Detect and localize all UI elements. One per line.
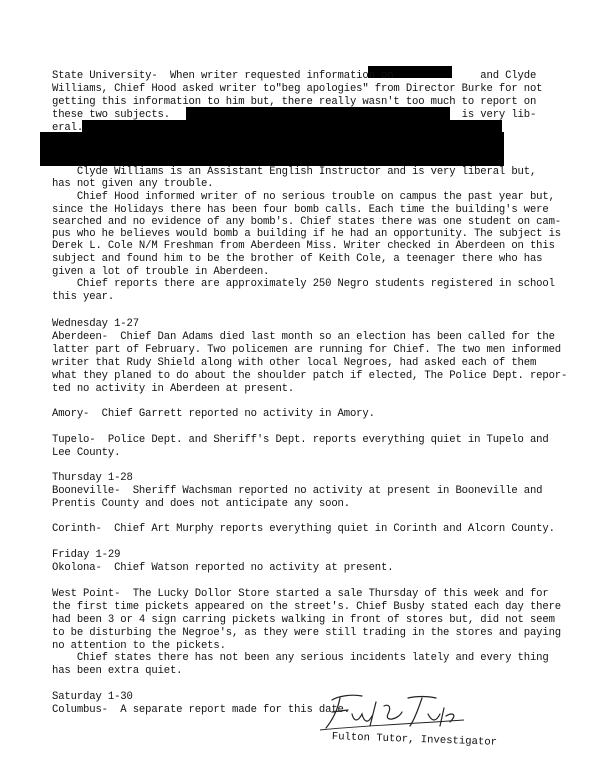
memo-line: Corinth- Chief Art Murphy reports everything quiet in Corinth and Alcorn County.: [52, 523, 555, 535]
memo-line: Wednesday 1-27: [52, 318, 139, 330]
memo-line: has been extra quiet.: [52, 665, 183, 677]
memo-line: West Point- The Lucky Dollor Store started a sale Thursday of this week and for: [52, 588, 549, 600]
memo-line: Chief reports there are approximately 250 Negro students registered in school: [52, 278, 555, 290]
memo-line: given a lot of trouble in Aberdeen.: [52, 266, 270, 278]
memo-line: subject and found him to be the brother of Keith Cole, a teenager there who has: [52, 253, 543, 265]
memo-line: had been 3 or 4 sign carring pickets walking in front of stores but, did not seem: [52, 614, 555, 626]
memo-line: Saturday 1-30: [52, 691, 133, 703]
memo-line: Tupelo- Police Dept. and Sheriff's Dept. reports everything quiet in Tupelo and: [52, 434, 549, 446]
memo-line: Lee County.: [52, 447, 121, 459]
memo-line: ted no activity in Aberdeen at present.: [52, 383, 295, 395]
memo-line: Amory- Chief Garrett reported no activity in Amory.: [52, 408, 375, 420]
memo-line: these two subjects. is very lib-: [52, 109, 537, 121]
memo-line: Thursday 1-28: [52, 472, 133, 484]
memo-line: Friday 1-29: [52, 549, 121, 561]
memo-line: pus who he believes would bomb a building if he had an opportunity. The subject is: [52, 228, 561, 240]
handwritten-signature: [318, 692, 468, 734]
signature-name: Fulton Tutor, Investigator: [331, 731, 498, 749]
memo-line: this year.: [52, 291, 115, 303]
memo-line: latter part of February. Two policemen are running for Chief. The two men informed: [52, 344, 561, 356]
memo-line: Columbus- A separate report made for this date.: [52, 704, 350, 716]
memo-line: has not given any trouble.: [52, 178, 214, 190]
memo-line: Okolona- Chief Watson reported no activity at present.: [52, 562, 394, 574]
memo-line: Clyde Williams is an Assistant English Instructor and is very liberal but,: [52, 166, 537, 178]
redaction-bar: [40, 132, 504, 166]
memo-line: writer that Rudy Shield along with other local Negroes, had asked each of them: [52, 357, 537, 369]
memo-line: State University- When writer requested information on and Clyde: [52, 70, 537, 82]
memo-line: getting this information to him but, there really wasn't too much to report on: [52, 96, 537, 108]
memo-line: Chief states there has not been any serious incidents lately and every thing: [52, 652, 549, 664]
memo-line: to be disturbing the Negroe's, as they were still trading in the stores and paying: [52, 627, 561, 639]
memo-line: Derek L. Cole N/M Freshman from Aberdeen Miss. Writer checked in Aberdeen on this: [52, 240, 555, 252]
memo-line: the first time pickets appeared on the street's. Chief Busby stated each day there: [52, 601, 561, 613]
memo-line: Prentis County and does not anticipate any soon.: [52, 498, 350, 510]
memo-line: searched and no evidence of any bomb's. Chief states there was one student on cam-: [52, 216, 561, 228]
memo-line: what they planed to do about the shoulder patch if elected, The Police Dept. repor-: [52, 370, 568, 382]
memo-line: eral.: [52, 122, 84, 134]
memo-line: Aberdeen- Chief Dan Adams died last month so an election has been called for the: [52, 331, 555, 343]
memo-line: since the Holidays there has been four bomb calls. Each time the building's were: [52, 204, 549, 216]
memo-line: no attention to the pickets.: [52, 640, 226, 652]
memo-line: Booneville- Sheriff Wachsman reported no activity at present in Booneville and: [52, 485, 543, 497]
memo-line: Williams, Chief Hood asked writer to"beg apologies" from Director Burke for not: [52, 83, 543, 95]
memo-line: Chief Hood informed writer of no serious trouble on campus the past year but,: [52, 191, 555, 203]
